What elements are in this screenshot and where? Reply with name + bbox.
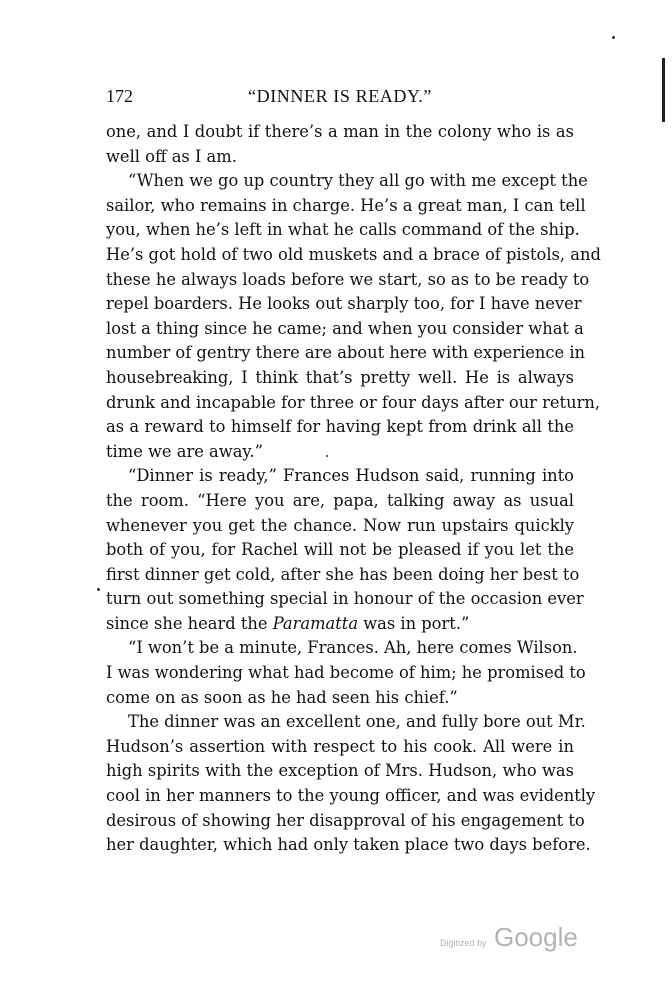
text-segment: was in port.” bbox=[358, 613, 470, 633]
text-line: these he always loads before we start, so as to be ready to bbox=[106, 269, 590, 289]
text-line: “I won’t be a minute, Frances. Ah, here comes Wilson. bbox=[128, 638, 578, 658]
text-segment: since she heard the bbox=[106, 613, 273, 633]
page-number: 172 bbox=[106, 86, 133, 106]
text-line: The dinner was an excellent one, and fully bore out Mr. bbox=[128, 712, 586, 732]
page-edge-mark bbox=[662, 58, 665, 122]
text-line: both of you, for Rachel will not be pleased if you let the bbox=[106, 540, 574, 560]
text-line: I was wondering what had become of him; he promised to bbox=[106, 663, 586, 683]
text-line: sailor, who remains in charge. He’s a great man, I can tell bbox=[106, 195, 586, 215]
text-line: one, and I doubt if there’s a man in the colony who is as bbox=[106, 122, 574, 141]
text-line: lost a thing since he came; and when you consider what a bbox=[106, 318, 584, 338]
text-line: repel boarders. He looks out sharply too, for I have never bbox=[106, 294, 582, 314]
text-line: high spirits with the exception of Mrs. Hudson, who was bbox=[106, 761, 574, 781]
scan-speck bbox=[326, 455, 328, 457]
watermark-brand: Google bbox=[494, 922, 578, 952]
running-head: “DINNER IS READY.” bbox=[248, 86, 432, 106]
text-line: He’s got hold of two old muskets and a brace of pistols, and bbox=[106, 244, 601, 264]
text-line: number of gentry there are about here with experience in bbox=[106, 343, 586, 363]
text-line: drunk and incapable for three or four days after our return, bbox=[106, 392, 601, 412]
text-line: time we are away.” bbox=[106, 441, 263, 461]
text-line: you, when he’s left in what he calls command of the ship. bbox=[106, 220, 580, 240]
text-line: her daughter, which had only taken place two days before. bbox=[106, 835, 591, 855]
scan-speck bbox=[97, 588, 100, 591]
text-line bbox=[106, 612, 574, 637]
text-line: first dinner get cold, after she has been doing her best to bbox=[106, 564, 580, 584]
scan-speck bbox=[612, 36, 615, 39]
text-line: “Dinner is ready,” Frances Hudson said, running into bbox=[128, 466, 574, 486]
text-line: desirous of showing her disapproval of his engagement to bbox=[106, 810, 585, 830]
digitized-by-google-watermark bbox=[440, 922, 580, 956]
text-line: the room. “Here you are, papa, talking away as usual bbox=[106, 490, 574, 510]
text-line: well off as I am. bbox=[106, 146, 237, 166]
text-line: “When we go up country they all go with me except the bbox=[128, 171, 588, 191]
page-header bbox=[106, 86, 574, 110]
text-line: housebreaking, I think that’s pretty well. He is always bbox=[106, 367, 574, 387]
body-text bbox=[106, 120, 601, 858]
text-line: come on as soon as he had seen his chief.” bbox=[106, 687, 458, 707]
text-line: as a reward to himself for having kept from drink all the bbox=[106, 417, 574, 437]
text-line: turn out something special in honour of the occasion ever bbox=[106, 589, 584, 609]
text-line: cool in her manners to the young officer, and was evidently bbox=[106, 786, 596, 806]
ship-name-italic: Paramatta bbox=[272, 613, 359, 633]
watermark-prefix: Digitized by bbox=[440, 938, 487, 948]
text-line: Hudson’s assertion with respect to his cook. All were in bbox=[106, 736, 574, 756]
text-line: whenever you get the chance. Now run upstairs quickly bbox=[106, 515, 574, 535]
